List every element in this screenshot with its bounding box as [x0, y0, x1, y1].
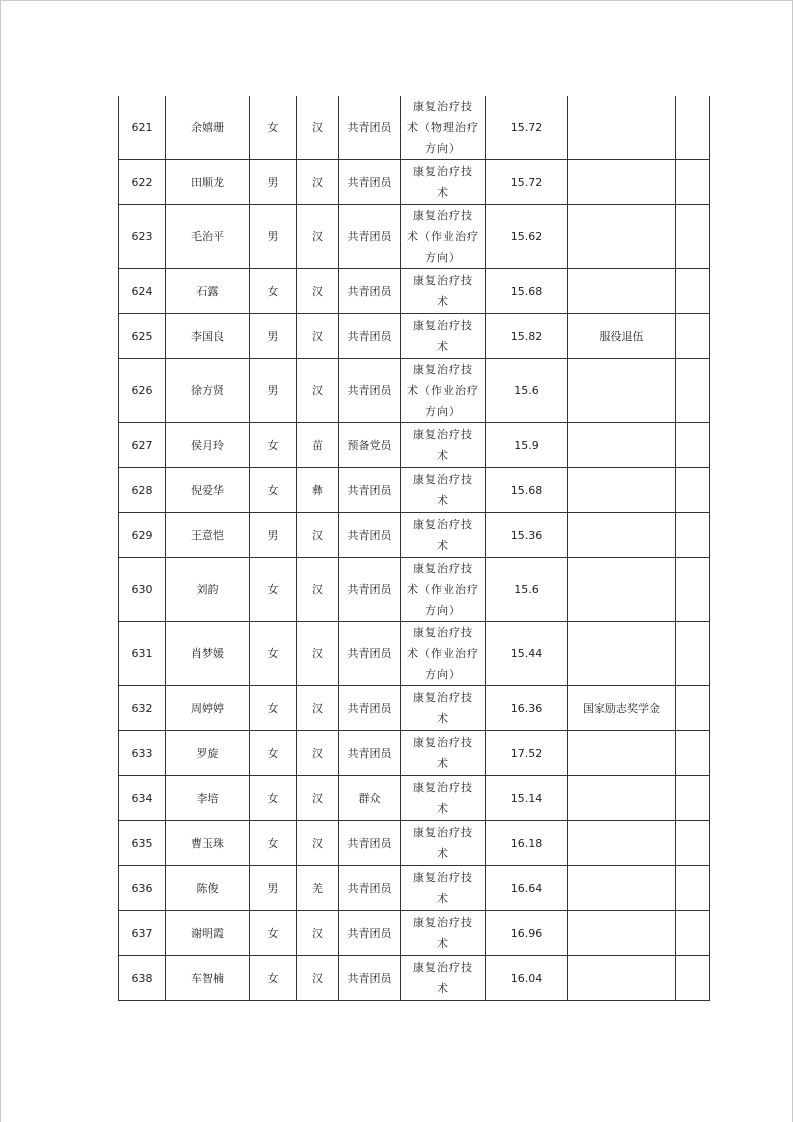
gender-cell: 男 — [250, 314, 297, 359]
political-status-cell: 共青团员 — [339, 558, 401, 622]
major-line: 康复治疗技 — [413, 100, 473, 113]
ethnicity-cell: 汉 — [297, 160, 339, 205]
political-status-cell: 共青团员 — [339, 911, 401, 956]
extra-cell — [676, 314, 710, 359]
note-cell — [568, 821, 676, 866]
major-cell — [401, 866, 486, 911]
note-cell — [568, 622, 676, 686]
student-name: 毛治平 — [166, 205, 250, 269]
extra-cell — [676, 956, 710, 1001]
major-line: 方向） — [425, 668, 461, 681]
major-line: 方向） — [425, 405, 461, 418]
major-line: 方向） — [425, 142, 461, 155]
note-cell — [568, 776, 676, 821]
score-cell: 15.72 — [486, 160, 568, 205]
row-number: 621 — [119, 96, 166, 160]
gender-cell: 女 — [250, 622, 297, 686]
major-line: 康复治疗技 — [413, 626, 473, 639]
row-number: 634 — [119, 776, 166, 821]
ethnicity-cell: 羌 — [297, 866, 339, 911]
political-status-cell: 共青团员 — [339, 96, 401, 160]
ethnicity-cell: 汉 — [297, 558, 339, 622]
extra-cell — [676, 776, 710, 821]
score-cell: 15.6 — [486, 359, 568, 423]
political-status-cell: 共青团员 — [339, 359, 401, 423]
major-line: 康复治疗技 — [413, 961, 473, 974]
extra-cell — [676, 205, 710, 269]
political-status-cell: 共青团员 — [339, 314, 401, 359]
major-line: 康复治疗技 — [413, 736, 473, 749]
gender-cell: 男 — [250, 359, 297, 423]
major-cell — [401, 911, 486, 956]
table-row — [119, 314, 710, 359]
major-line: 术（物理治疗 — [407, 121, 479, 134]
major-cell — [401, 622, 486, 686]
extra-cell — [676, 911, 710, 956]
major-line: 康复治疗技 — [413, 473, 473, 486]
score-cell: 16.64 — [486, 866, 568, 911]
roster-body — [119, 96, 710, 1001]
major-line: 方向） — [425, 251, 461, 264]
extra-cell — [676, 359, 710, 423]
row-number: 625 — [119, 314, 166, 359]
major-line: 术 — [437, 982, 449, 995]
major-line: 术 — [437, 494, 449, 507]
note-cell: 国家励志奖学金 — [568, 686, 676, 731]
major-cell — [401, 776, 486, 821]
gender-cell: 女 — [250, 911, 297, 956]
note-cell — [568, 866, 676, 911]
table-row — [119, 468, 710, 513]
note-cell — [568, 269, 676, 314]
major-cell — [401, 96, 486, 160]
ethnicity-cell: 汉 — [297, 314, 339, 359]
political-status-cell: 共青团员 — [339, 956, 401, 1001]
extra-cell — [676, 558, 710, 622]
major-line: 康复治疗技 — [413, 209, 473, 222]
political-status-cell: 共青团员 — [339, 731, 401, 776]
ethnicity-cell: 汉 — [297, 731, 339, 776]
table-row — [119, 776, 710, 821]
ethnicity-cell: 汉 — [297, 513, 339, 558]
score-cell: 16.18 — [486, 821, 568, 866]
table-row — [119, 558, 710, 622]
row-number: 623 — [119, 205, 166, 269]
student-name: 李培 — [166, 776, 250, 821]
gender-cell: 女 — [250, 558, 297, 622]
major-line: 康复治疗技 — [413, 916, 473, 929]
student-name: 徐方贤 — [166, 359, 250, 423]
score-cell: 15.9 — [486, 423, 568, 468]
table-row — [119, 686, 710, 731]
extra-cell — [676, 423, 710, 468]
major-line: 术 — [437, 186, 449, 199]
row-number: 632 — [119, 686, 166, 731]
gender-cell: 女 — [250, 821, 297, 866]
table-row — [119, 359, 710, 423]
major-line: 术 — [437, 802, 449, 815]
gender-cell: 女 — [250, 96, 297, 160]
extra-cell — [676, 160, 710, 205]
political-status-cell: 共青团员 — [339, 513, 401, 558]
table-row — [119, 513, 710, 558]
extra-cell — [676, 269, 710, 314]
extra-cell — [676, 513, 710, 558]
page-edge-top — [0, 0, 793, 1]
student-roster-table — [118, 96, 710, 1001]
ethnicity-cell: 汉 — [297, 686, 339, 731]
major-cell — [401, 468, 486, 513]
extra-cell — [676, 622, 710, 686]
major-line: 术 — [437, 539, 449, 552]
student-name: 余嬉珊 — [166, 96, 250, 160]
extra-cell — [676, 468, 710, 513]
student-name: 侯月玲 — [166, 423, 250, 468]
score-cell: 16.36 — [486, 686, 568, 731]
ethnicity-cell: 汉 — [297, 776, 339, 821]
note-cell — [568, 468, 676, 513]
ethnicity-cell: 苗 — [297, 423, 339, 468]
student-name: 曹玉珠 — [166, 821, 250, 866]
table-row — [119, 911, 710, 956]
score-cell: 15.68 — [486, 468, 568, 513]
major-line: 术 — [437, 757, 449, 770]
major-line: 康复治疗技 — [413, 562, 473, 575]
ethnicity-cell: 汉 — [297, 911, 339, 956]
major-cell — [401, 821, 486, 866]
major-cell — [401, 205, 486, 269]
extra-cell — [676, 686, 710, 731]
row-number: 630 — [119, 558, 166, 622]
ethnicity-cell: 彝 — [297, 468, 339, 513]
major-cell — [401, 359, 486, 423]
score-cell: 16.04 — [486, 956, 568, 1001]
student-name: 李国良 — [166, 314, 250, 359]
major-line: 康复治疗技 — [413, 319, 473, 332]
ethnicity-cell: 汉 — [297, 269, 339, 314]
table-row — [119, 423, 710, 468]
score-cell: 15.62 — [486, 205, 568, 269]
political-status-cell: 共青团员 — [339, 205, 401, 269]
score-cell: 15.72 — [486, 96, 568, 160]
row-number: 624 — [119, 269, 166, 314]
student-name: 陈俊 — [166, 866, 250, 911]
major-cell — [401, 558, 486, 622]
major-cell — [401, 269, 486, 314]
page-edge-left — [0, 0, 1, 1122]
major-line: 康复治疗技 — [413, 274, 473, 287]
major-line: 术 — [437, 449, 449, 462]
table-row — [119, 821, 710, 866]
major-line: 康复治疗技 — [413, 518, 473, 531]
table-row — [119, 96, 710, 160]
table-row — [119, 269, 710, 314]
extra-cell — [676, 96, 710, 160]
row-number: 622 — [119, 160, 166, 205]
table-row — [119, 160, 710, 205]
gender-cell: 男 — [250, 513, 297, 558]
major-cell — [401, 314, 486, 359]
row-number: 633 — [119, 731, 166, 776]
major-line: 术 — [437, 937, 449, 950]
ethnicity-cell: 汉 — [297, 359, 339, 423]
major-line: 术（作业治疗 — [407, 384, 479, 397]
row-number: 635 — [119, 821, 166, 866]
ethnicity-cell: 汉 — [297, 956, 339, 1001]
row-number: 638 — [119, 956, 166, 1001]
ethnicity-cell: 汉 — [297, 622, 339, 686]
note-cell — [568, 731, 676, 776]
student-name: 罗旋 — [166, 731, 250, 776]
student-name: 谢明霞 — [166, 911, 250, 956]
major-line: 康复治疗技 — [413, 165, 473, 178]
major-line: 康复治疗技 — [413, 428, 473, 441]
major-line: 术 — [437, 847, 449, 860]
score-cell: 15.14 — [486, 776, 568, 821]
major-cell — [401, 160, 486, 205]
row-number: 636 — [119, 866, 166, 911]
ethnicity-cell: 汉 — [297, 821, 339, 866]
row-number: 629 — [119, 513, 166, 558]
major-line: 康复治疗技 — [413, 826, 473, 839]
political-status-cell: 共青团员 — [339, 622, 401, 686]
note-cell — [568, 911, 676, 956]
major-line: 康复治疗技 — [413, 691, 473, 704]
table-row — [119, 205, 710, 269]
note-cell: 服役退伍 — [568, 314, 676, 359]
gender-cell: 女 — [250, 776, 297, 821]
score-cell: 15.6 — [486, 558, 568, 622]
major-line: 术 — [437, 340, 449, 353]
gender-cell: 女 — [250, 956, 297, 1001]
note-cell — [568, 96, 676, 160]
political-status-cell: 共青团员 — [339, 821, 401, 866]
score-cell: 15.44 — [486, 622, 568, 686]
political-status-cell: 共青团员 — [339, 160, 401, 205]
table-row — [119, 956, 710, 1001]
major-line: 康复治疗技 — [413, 363, 473, 376]
ethnicity-cell: 汉 — [297, 205, 339, 269]
political-status-cell: 预备党员 — [339, 423, 401, 468]
note-cell — [568, 205, 676, 269]
score-cell: 15.36 — [486, 513, 568, 558]
major-line: 康复治疗技 — [413, 781, 473, 794]
gender-cell: 女 — [250, 423, 297, 468]
student-name: 肖梦媛 — [166, 622, 250, 686]
political-status-cell: 共青团员 — [339, 269, 401, 314]
score-cell: 16.96 — [486, 911, 568, 956]
gender-cell: 女 — [250, 731, 297, 776]
major-cell — [401, 686, 486, 731]
note-cell — [568, 359, 676, 423]
score-cell: 15.68 — [486, 269, 568, 314]
score-cell: 15.82 — [486, 314, 568, 359]
row-number: 637 — [119, 911, 166, 956]
gender-cell: 男 — [250, 160, 297, 205]
political-status-cell: 共青团员 — [339, 686, 401, 731]
row-number: 628 — [119, 468, 166, 513]
gender-cell: 男 — [250, 205, 297, 269]
row-number: 631 — [119, 622, 166, 686]
gender-cell: 女 — [250, 686, 297, 731]
note-cell — [568, 513, 676, 558]
table-row — [119, 866, 710, 911]
major-cell — [401, 956, 486, 1001]
student-name: 周婷婷 — [166, 686, 250, 731]
student-name: 车智楠 — [166, 956, 250, 1001]
note-cell — [568, 558, 676, 622]
gender-cell: 女 — [250, 269, 297, 314]
major-cell — [401, 731, 486, 776]
major-line: 术（作业治疗 — [407, 583, 479, 596]
major-line: 康复治疗技 — [413, 871, 473, 884]
political-status-cell: 共青团员 — [339, 468, 401, 513]
gender-cell: 男 — [250, 866, 297, 911]
major-line: 术 — [437, 295, 449, 308]
student-name: 倪爱华 — [166, 468, 250, 513]
major-cell — [401, 423, 486, 468]
gender-cell: 女 — [250, 468, 297, 513]
extra-cell — [676, 866, 710, 911]
extra-cell — [676, 731, 710, 776]
note-cell — [568, 160, 676, 205]
major-line: 术 — [437, 892, 449, 905]
row-number: 626 — [119, 359, 166, 423]
major-line: 方向） — [425, 604, 461, 617]
political-status-cell: 共青团员 — [339, 866, 401, 911]
student-name: 刘韵 — [166, 558, 250, 622]
row-number: 627 — [119, 423, 166, 468]
major-line: 术 — [437, 712, 449, 725]
political-status-cell: 群众 — [339, 776, 401, 821]
major-cell — [401, 513, 486, 558]
extra-cell — [676, 821, 710, 866]
table-row — [119, 622, 710, 686]
major-line: 术（作业治疗 — [407, 230, 479, 243]
major-line: 术（作业治疗 — [407, 647, 479, 660]
ethnicity-cell: 汉 — [297, 96, 339, 160]
student-name: 石露 — [166, 269, 250, 314]
table-row — [119, 731, 710, 776]
score-cell: 17.52 — [486, 731, 568, 776]
student-name: 王意恺 — [166, 513, 250, 558]
student-name: 田顺龙 — [166, 160, 250, 205]
note-cell — [568, 956, 676, 1001]
note-cell — [568, 423, 676, 468]
